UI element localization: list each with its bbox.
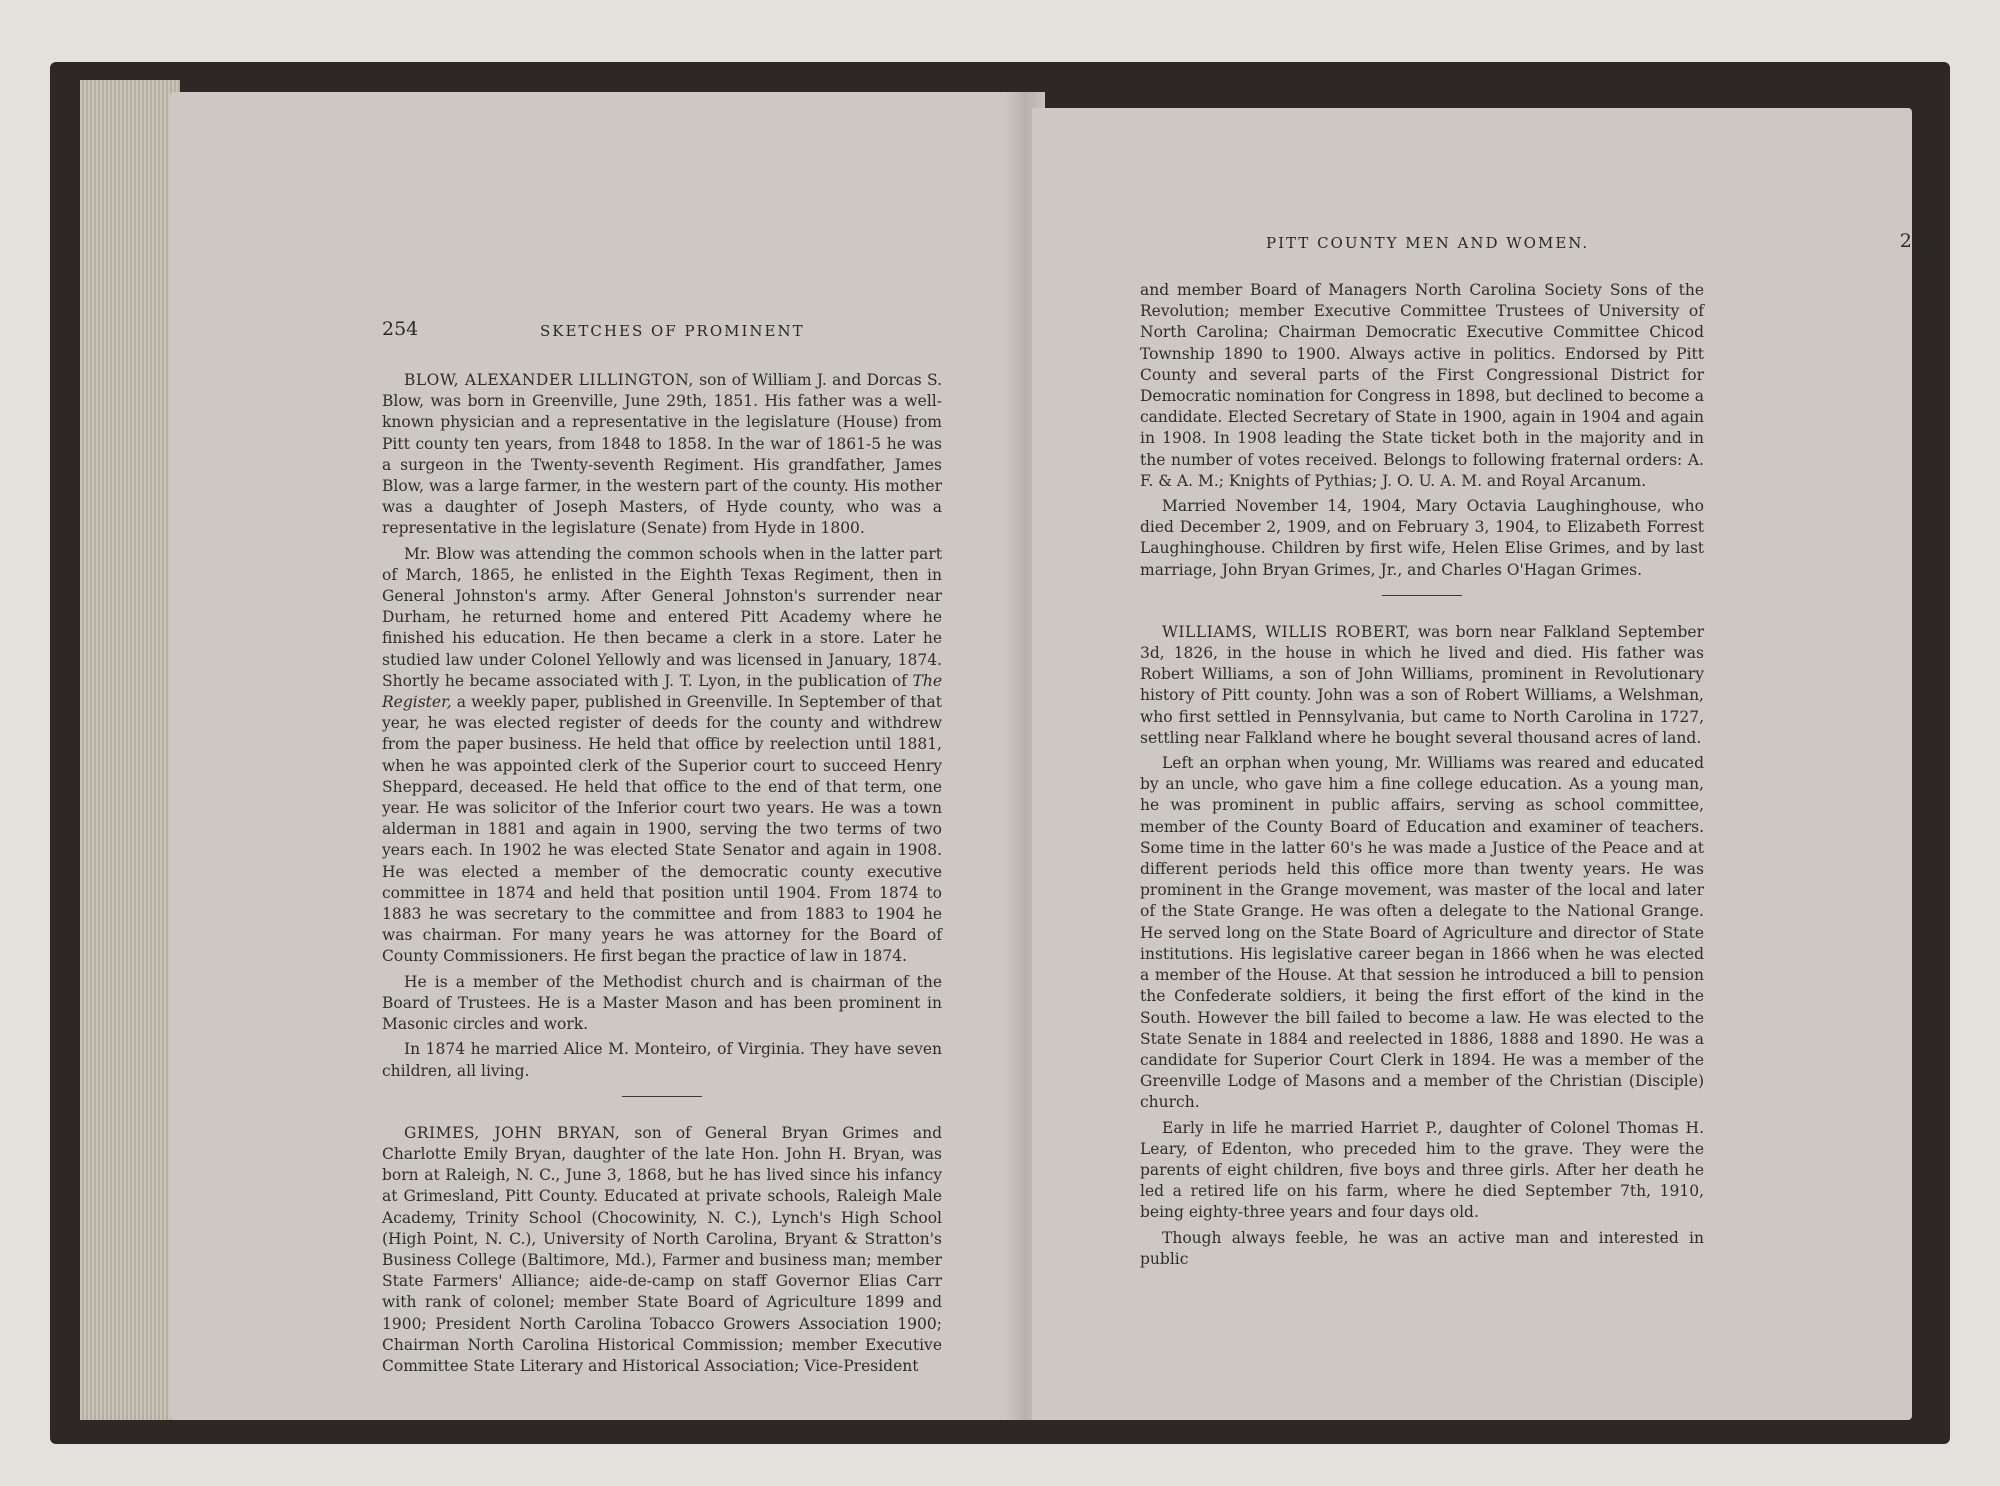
right-page-number: 255 [1899, 230, 1936, 252]
williams-name: WILLIAMS, WILLIS ROBERT, [1162, 622, 1411, 641]
right-head-title: PITT COUNTY MEN AND WOMEN. [1266, 234, 1590, 252]
right-text-column [1140, 280, 1704, 1274]
blow-entry-p3: He is a member of the Methodist church and is chairman of the Board of Trustees. He is a Master Mason and has been prominent in Masonic circles and work. [382, 972, 942, 1034]
williams-entry-p1 [1140, 622, 1704, 749]
blow-p1-text: son of William J. and Dorcas S. Blow, was born in Greenville, June 29th, 1851. His father was a well-known physician and a representative in the legislature (House) from Pitt county ten years, from 1848 to 1858. In the war of 1861-5 he was a surgeon in the Twenty-seventh Regiment. His grandfather, James Blow, was a large farmer, in the western part of the county. His mother was a daughter of Joseph Masters, of Hyde county, who was a representative in the legislature (Senate) from Hyde in 1800. [382, 371, 942, 538]
left-running-head [382, 318, 982, 352]
section-divider [622, 1096, 702, 1097]
grimes-cont-p2: Married November 14, 1904, Mary Octavia Laughinghouse, who died December 2, 1909, and on February 3, 1904, to Elizabeth Forrest Laughinghouse. Children by first wife, Helen Elise Grimes, and by last marriage, John Bryan Grimes, Jr., and Charles O'Hagan Grimes. [1140, 497, 1704, 579]
left-head-title: SKETCHES OF PROMINENT [540, 322, 805, 340]
williams-entry-p3: Early in life he married Harriet P., daughter of Colonel Thomas H. Leary, of Edenton, who preceded him to the grave. They were the parents of eight children, five boys and three girls. After her death he led a retired life on his farm, where he died September 7th, 1910, being eighty-three years and four days old. [1140, 1118, 1704, 1222]
williams-entry-p2: Left an orphan when young, Mr. Williams was reared and educated by an uncle, who gave him a fine college education. As a young man, he was prominent in public affairs, serving as school committee, member of the County Board of Education and examiner of teachers. Some time in the latter 60's he was made a Justice of the Peace and at different periods held this office more than twenty years. He was prominent in the Grange movement, was master of the local and later of the State Grange. He was often a delegate to the National Grange. He served long on the State Board of Agriculture and director of State institutions. His legislative career began in 1866 when he was elected a member of the House. At that session he introduced a bill to pension the Confederate soldiers, it being the first effort of the kind in the South. However the bill failed to become a law. He was elected to the State Senate in 1884 and reelected in 1886, 1888 and 1890. He was a candidate for Superior Court Clerk in 1894. He was a member of the Greenville Lodge of Masons and a member of the Christian (Disciple) church. [1140, 754, 1704, 1112]
grimes-entry-p1 [382, 1123, 942, 1377]
blow-entry-p2 [382, 544, 942, 968]
left-text-column [382, 370, 942, 1381]
register-title: The Register, [382, 671, 942, 712]
blow-entry-p1 [382, 370, 942, 540]
right-page [1032, 108, 1936, 1420]
right-running-head [1266, 230, 1936, 264]
blow-name: BLOW, ALEXANDER LILLINGTON, [404, 371, 694, 389]
grimes-name: GRIMES, JOHN BRYAN, [404, 1123, 621, 1142]
section-divider-right [1382, 595, 1462, 596]
left-page-number: 254 [382, 318, 419, 340]
left-page [170, 92, 1020, 1420]
blow-p2-before: Mr. Blow was attending the common schools when in the latter part of March, 1865, he enlisted in the Eighth Texas Regiment, then in General Johnston's army. After General Johnston's surrender near Durham, he returned home and entered Pitt Academy where he finished his education. He then became a clerk in a store. Later he studied law under Colonel Yellowly and was licensed in January, 1874. Shortly he became associated with J. T. Lyon, in the publication of [382, 544, 942, 690]
grimes-cont-p1: and member Board of Managers North Carolina Society Sons of the Revolution; member Executive Committee Trustees of University of North Carolina; Chairman Democratic Executive Committee Chicod Township 1890 to 1900. Always active in politics. Endorsed by Pitt County and several parts of the First Congressional District for Democratic nomination for Congress in 1898, but declined to become a candidate. Elected Secretary of State in 1900, again in 1904 and again in 1908. In 1908 leading the State ticket both in the majority and in the number of votes received. Belongs to following fraternal orders: A. F. & A. M.; Knights of Pythias; J. O. U. A. M. and Royal Arcanum. [1140, 281, 1704, 490]
page-edges [80, 80, 180, 1420]
grimes-p1-text: son of General Bryan Grimes and Charlotte Emily Bryan, daughter of the late Hon. John H. Bryan, was born at Raleigh, N. C., June 3, 1868, but he has lived since his infancy at Grimesland, Pitt County. Educated at private schools, Raleigh Male Academy, Trinity School (Chocowinity, N. C.), Lynch's High School (High Point, N. C.), University of North Carolina, Bryant & Stratton's Business College (Baltimore, Md.), Farmer and business man; member State Farmers' Alliance; aide-de-camp on staff Governor Elias Carr with rank of colonel; member State Board of Agriculture 1899 and 1900; President North Carolina Tobacco Growers Association 1900; Chairman North Carolina Historical Commission; member Executive Committee State Literary and Historical Association; Vice-President [382, 1123, 942, 1375]
williams-p1-text: was born near Falkland September 3d, 1826, in the house in which he lived and died. His father was Robert Williams, a son of John Williams, prominent in Revolutionary history of Pitt county. John was a son of Robert Williams, a Welshman, who first settled in Pennsylvania, but came to North Carolina in 1727, settling near Falkland where he bought several thousand acres of land. [1140, 622, 1704, 747]
blow-p2-after: a weekly paper, published in Greenville. In September of that year, he was elected register of deeds for the county and withdrew from the paper business. He held that office by reelection until 1881, when he was appointed clerk of the Superior court to succeed Henry Sheppard, deceased. He held that office to the end of that term, one year. He was solicitor of the Inferior court two years. He was a town alderman in 1881 and again in 1900, serving the two terms of two years each. In 1902 he was elected State Senator and again in 1908. He was elected a member of the democratic county executive committee in 1874 and held that position until 1904. From 1874 to 1883 he was secretary to the committee and from 1883 to 1904 he was chairman. For many years he was attorney for the Board of County Commissioners. He first began the practice of law in 1874. [382, 693, 942, 966]
williams-entry-p4: Though always feeble, he was an active man and interested in public [1140, 1228, 1704, 1268]
blow-entry-p4: In 1874 he married Alice M. Monteiro, of Virginia. They have seven children, all living. [382, 1040, 942, 1080]
